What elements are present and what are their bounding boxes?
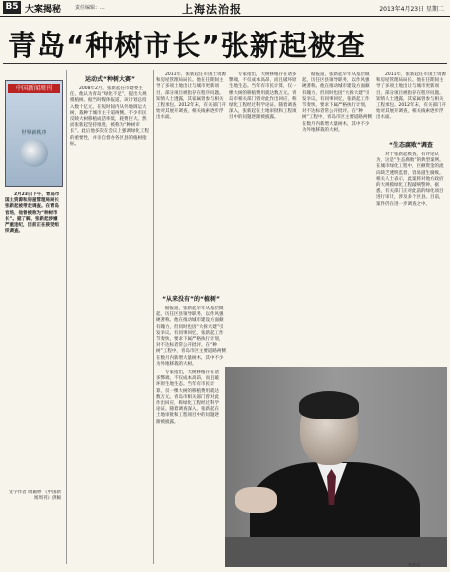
article-column-6b bbox=[376, 152, 446, 362]
article-paragraph: 据报道，张新起早年从基层做起，历任区县领导职务，以作风强硬著称。他在推动城市建设方面颇有魄力，但同时也因“大拆大建”引发争议。有同事回忆，张新起工作节奏快，要求下属严格执行计划，对不达标者常公开批评。在“种树”工程中，青岛市区主要道路两侧在数月内新增大量树木，其中不少为外地移栽的大树。 bbox=[156, 306, 226, 366]
subheading-2: “从来没有”的“植树” bbox=[162, 296, 220, 303]
article-paragraph: 2011年，张新起任市国土资源和房屋管理局局长。他在任期间主导了多项土地出让与城市更新项目，部分项目被指存在程序问题。知情人士透露，其家属曾参与相关工程承包。2012年末，有关部门开始对其展开调查，相关线索逐步浮出水面。 bbox=[376, 72, 446, 121]
photo-subject-hair bbox=[299, 391, 359, 419]
page-header bbox=[0, 0, 450, 17]
article-paragraph: 专家指出，大树移植存在诸多弊端，不仅成本高昂，而且破坏原生地生态。当年有市民计算，仅一棵大树的移植费用就达数万元。青岛市相关部门曾对此作出回应，称绿化工程经过科学论证。随着调查深入，张新起在土地审批和工程项目中的问题逐渐被披露。 bbox=[229, 72, 297, 121]
editor-info: 责任编辑：... bbox=[75, 5, 105, 11]
article-paragraph: 2011年，张新起任市国土资源和房屋管理局局长。他在任期间主导了多项土地出让与城市更新项目，部分项目被指存在程序问题。知情人士透露，其家属曾参与相关工程承包。2012年末，有关部门开始对其展开调查，相关线索逐步浮出水面。 bbox=[156, 72, 226, 121]
article-paragraph: 2008年2月，张新起任市建委主任，他认为青岛“绿化不足”，提出大规模植树。据当时媒体报道，该计划总投入数十亿元，在短时间内从外地调运大树，栽种于城市主干道两侧。不少市民反映大树移植成活率低，耗费巨大。然而张新起坚持推进，被称为“种树市长”。此后他多次在会议上强调绿化工程的重要性，并亲自督办各区县的植树指标。 bbox=[70, 86, 149, 147]
photo-caption: 张新起 bbox=[408, 562, 420, 567]
column-divider bbox=[153, 70, 154, 564]
sidebar-intro bbox=[5, 192, 61, 482]
article-paragraph: 专家指出，大树移植存在诸多弊端，不仅成本高昂，而且破坏原生地生态。当年有市民计算，仅一棵大树的移植费用就达数万元。青岛市相关部门曾对此作出回应，称绿化工程经过科学论证。随着调查深入，张新起在土地审批和工程项目中的问题逐渐被披露。 bbox=[156, 370, 219, 425]
issue-date: 2013年4月23日 星期二 bbox=[379, 6, 444, 13]
newspaper-masthead: 上海法治报 bbox=[182, 3, 242, 16]
article-paragraph: 据报道，张新起早年从基层做起，历任区县领导职务，以作风强硬著称。他在推动城市建设方面颇有魄力，但同时也因“大拆大建”引发争议。有同事回忆，张新起工作节奏快，要求下属严格执行计划，对不达标者常公开批评。在“种树”工程中，青岛市区主要道路两侧在数月内新增大量树木，其中不少为外地移栽的大树。 bbox=[302, 72, 372, 133]
article-paragraph: 对于张新起被查，有评论认为，这是“生态腐败”的典型案例。在城市绿化工程中，巨额资金的流向缺乏透明监督，容易滋生腐败。相关人士表示，此案将对地方政府的大规模绿化工程敲响警钟。据悉，有关部门正对此前的绿化项目进行审计，涉及多个区县。目前，案件仍在进一步调查之中。 bbox=[376, 152, 444, 207]
article-column-4 bbox=[229, 72, 299, 362]
news-photo bbox=[225, 367, 447, 567]
article-column-7 bbox=[156, 370, 222, 564]
subheading-1: 运动式“种树大赛” bbox=[85, 76, 135, 83]
magazine-title: 中国新闻周刊 bbox=[8, 84, 60, 93]
sidebar-credit bbox=[5, 490, 61, 520]
headline: 青岛“种树市长”张新起被查 bbox=[8, 29, 366, 62]
sidebar-intro-text: 2月23日下午，青岛市国土资源和房屋管理局局长张新起被带走调查。在青岛官场，他曾被称为“种树市长”。据了解，张新起涉嫌严重违纪，目前正在接受组织调查。 bbox=[5, 192, 60, 235]
sidebar bbox=[3, 70, 63, 564]
article-column-5 bbox=[302, 72, 372, 362]
article-column-6a bbox=[376, 72, 446, 136]
article-column-3 bbox=[156, 306, 226, 366]
sidebar-credit-text: 文字作者 周颖婷 《中国新闻周刊》供稿 bbox=[8, 490, 61, 502]
photo-subject-hand bbox=[235, 487, 277, 513]
article-column-2 bbox=[156, 72, 226, 290]
article-column-1 bbox=[70, 86, 150, 564]
magazine-subtitle: 世界新秩序 bbox=[21, 130, 47, 136]
globe-icon bbox=[20, 139, 48, 167]
column-divider bbox=[66, 70, 67, 564]
section-title: 大案揭秘 bbox=[25, 5, 62, 15]
magazine-cover-image bbox=[5, 80, 63, 187]
headline-rule bbox=[3, 63, 447, 64]
subheading-3: “生态腐败”调查 bbox=[389, 142, 433, 149]
page-number-tag: B5 bbox=[3, 1, 21, 14]
